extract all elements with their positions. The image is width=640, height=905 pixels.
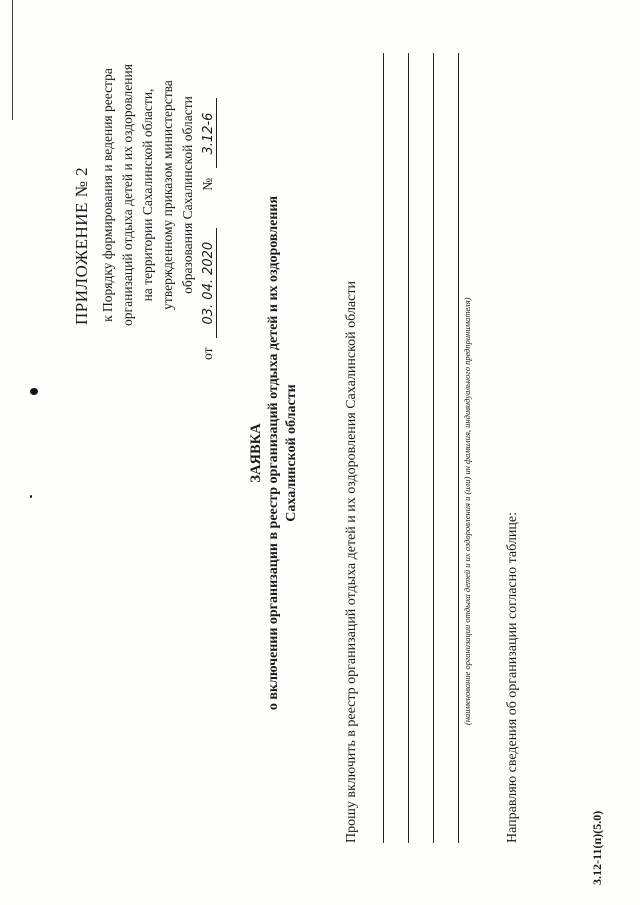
number-field [200, 99, 217, 169]
appendix-line-5: образования Сахалинской области [180, 96, 195, 294]
fill-line-3 [433, 53, 434, 843]
appendix-line-1: к Порядку формирования и ведения реестра [100, 68, 115, 322]
scan-speck [30, 495, 32, 498]
document-code: 3.12-11(п)(5.0) [590, 810, 604, 885]
date-prefix: от [200, 347, 215, 360]
appendix-line-4: утвержденному приказом министерства [160, 80, 175, 310]
document-subtitle-1: о включении организации в реестр организаций отдыха детей и их оздоровления [266, 195, 281, 711]
appendix-line-3: на территории Сахалинской области, [140, 88, 155, 302]
appendix-title: ПРИЛОЖЕНИЕ № 2 [72, 166, 91, 325]
appendix-line-2: организаций отдыха детей и их оздоровления [120, 64, 135, 326]
date-field [200, 228, 217, 338]
request-text: Прошу включить в реестр организаций отдыха детей и их оздоровления Сахалинской области [344, 281, 359, 843]
number-prefix: № [200, 177, 215, 191]
appendix-date-row [200, 20, 217, 360]
fill-line-2 [408, 53, 409, 843]
info-text: Направляю сведения об организации согласно таблице: [505, 512, 520, 843]
scan-edge-line [12, 0, 13, 120]
scan-speck [30, 388, 38, 395]
number-value: 3.12-6 [201, 112, 216, 155]
fill-line-1 [383, 53, 384, 843]
date-value: 03. 04. 2020 [201, 241, 216, 325]
fill-line-4 [458, 53, 459, 843]
document-title: ЗАЯВКА [248, 423, 264, 483]
document-subtitle-2: Сахалинской области [284, 384, 299, 522]
fill-caption: (наименование организации отдыха детей и их оздоровления и (или) ин фамилия, индивидуального предпринимателя) [462, 297, 472, 725]
